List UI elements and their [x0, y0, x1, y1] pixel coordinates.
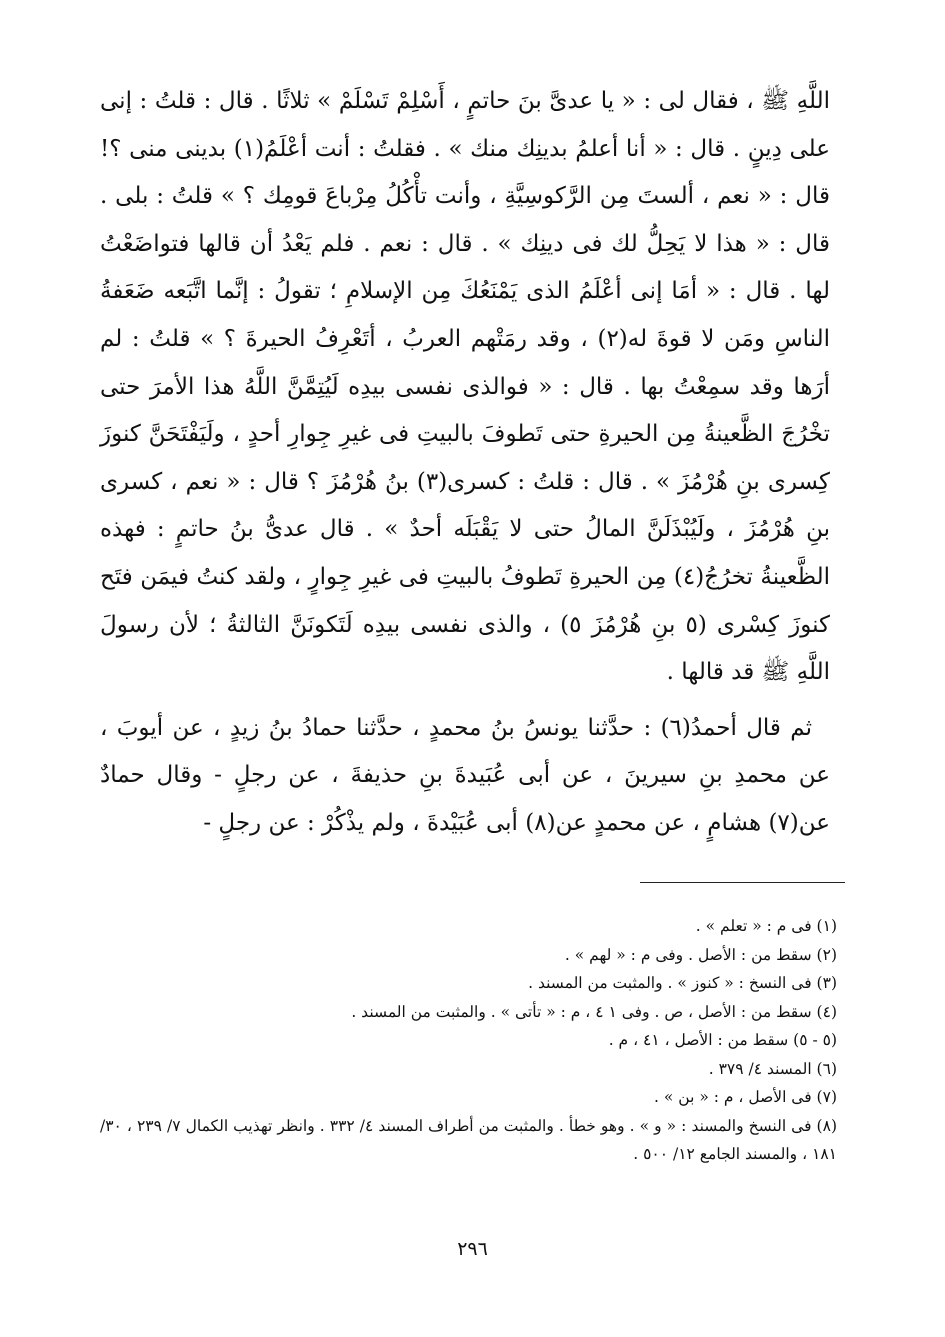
footnote-4: (٤) سقط من : الأصل ، ص . وفى ١ ٤ ، م : « تأتى » . والمثبت من المسند .: [351, 1002, 837, 1021]
main-text-block: [100, 78, 830, 848]
paragraph-hadith: اللَّهِ ﷺ ، فقال لى : « يا عدىَّ بنَ حاتمٍ ، أَسْلِمْ تَسْلَمْ » ثلاثًا . قال : قلتُ : إنى على دِينٍ . قال : « أنا أعلمُ بدينِك منك » . فقلتُ : أنت أعْلَمُ(١) بدينى منى ؟! قال : « نعم ، ألستَ مِن الرَّكوسِيَّةِ ، وأنت تأْكُلُ مِرْباعَ قومِك ؟ » قلتُ : بلى . قال : « هذا لا يَحِلُّ لك فى دينِك » . قال : نعم . فلم يَعْدُ أن قالها فتواضَعْتُ لها . قال : « أمَا إنى أعْلَمُ الذى يَمْنَعُكَ مِن الإسلامِ ؛ تقولُ : إنَّما اتَّبَعه ضَعَفةُ الناسِ ومَن لا قوةَ له(٢) ، وقد رمَتْهم العربُ ، أتَعْرِفُ الحيرةَ ؟ » قلتُ : لم أرَها وقد سمِعْتُ بها . قال : « فوالذى نفسى بيدِه لَيُتِمَّنَّ اللَّهُ هذا الأمرَ حتى تخْرُجَ الظَّعينةُ مِن الحيرةِ حتى تَطوفَ بالبيتِ فى غيرِ جِوارِ أحدٍ ، ولَيَفْتَحَنَّ كنوزَ كِسرى بنِ هُرْمُزَ » . قال : قلتُ : كسرى(٣) بنُ هُرْمُزَ ؟ قال : « نعم ، كسرى بنِ هُرْمُزَ ، ولَيُبْذَلَنَّ المالُ حتى لا يَقْبَلَه أحدٌ » . قال عدىُّ بنُ حاتمٍ : فهذه الظَّعينةُ تخرُجُ(٤) مِن الحيرةِ تَطوفُ بالبيتِ فى غيرِ جِوارٍ ، ولقد كنتُ فيمَن فتَح كنوزَ كِسْرى (٥ بنِ هُرْمُزَ ٥) ، والذى نفسى بيدِه لَتَكونَنَّ الثالثةُ ؛ لأن رسولَ اللَّهِ ﷺ قد قالها .: [100, 88, 830, 686]
footnote-1: (١) فى م : « تعلم » .: [695, 917, 837, 935]
footnote-separator: [640, 882, 845, 883]
footnote-7: (٧) فى الأصل ، م : « بن » .: [654, 1088, 837, 1106]
footnote-3: (٣) فى النسخ : « كنوز » . والمثبت من المسند .: [528, 974, 837, 992]
paragraph-isnad: ثم قال أحمدُ(٦) : حدَّثنا يونسُ بنُ محمدٍ ، حدَّثنا حمادُ بنُ زيدٍ ، عن أيوبَ ، عن محمدِ بنِ سيرينَ ، عن أبى عُبَيدةَ بنِ حذيفةَ ، عن رجلٍ - وقال حمادٌ عن(٧) هشامٍ ، عن محمدٍ عن(٨) أبى عُبَيْدةَ ، ولم يذْكُرْ : عن رجلٍ -: [100, 714, 830, 836]
footnote-2: (٢) سقط من : الأصل . وفى م : « لهم » .: [564, 945, 837, 964]
footnote-5: (٥ - ٥) سقط من : الأصل ، ٤١ ، م .: [608, 1031, 837, 1049]
footnotes: [100, 912, 837, 1169]
footnote-8: (٨) فى النسخ والمسند : « و » . وهو خطأ . والمثبت من أطراف المسند ٤/ ٣٣٢ . وانظر تهذيب الكمال ٧/ ٢٣٩ ، ٣٠/ ١٨١ ، والمسند الجامع ١٢/ ٥٠٠ .: [100, 1116, 837, 1163]
footnote-6: (٦) المسند ٤/ ٣٧٩ .: [708, 1059, 837, 1078]
page-number: ٢٩٦: [457, 1238, 488, 1260]
